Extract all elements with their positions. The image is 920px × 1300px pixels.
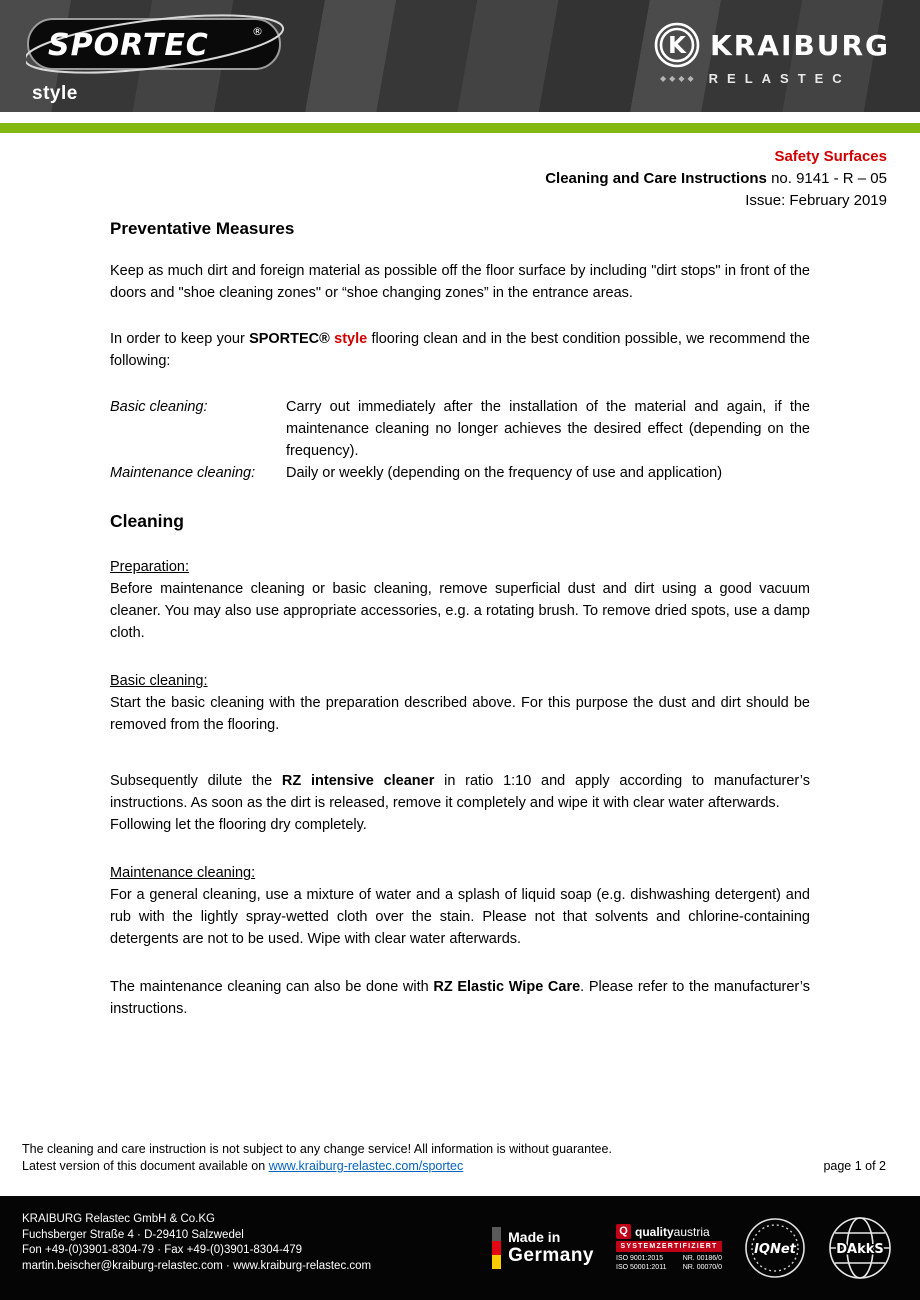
text-run: In order to keep your [110, 331, 250, 347]
sportec-wordmark: SPORTEC [48, 28, 209, 63]
german-flag-icon [492, 1227, 501, 1269]
made-in-germany-text: Made in Germany [508, 1229, 594, 1266]
section-text: Before maintenance cleaning or basic cleaning, remove superficial dust and dirt using a good vacuum cleaner. You may also use appropriate accessories, e.g. a rotating brush. To remove dried spots, use a damp cloth. [110, 581, 810, 641]
product-run: RZ intensive cleaner [281, 773, 435, 789]
title-number: no. 9141 - R – 05 [766, 170, 887, 187]
text-run: Latest version of this document available on [22, 1159, 269, 1173]
address-line: Fon +49-(0)3901-8304-79 · Fax +49-(0)3901-8304-479 [22, 1244, 303, 1256]
quality-austria-q-icon: Q [616, 1224, 631, 1239]
paragraph [110, 770, 810, 814]
svg-text:IQNet: IQNet [754, 1242, 796, 1257]
paragraph: Following let the flooring dry completely. [110, 817, 367, 833]
paragraph-rz-elastic [110, 976, 810, 1020]
definition-text: Carry out immediately after the installation of the material and again, if the maintenance cleaning no longer achieves the desired effect (depending on the frequency). [286, 399, 810, 459]
section-text: Start the basic cleaning with the preparation described above. For this purpose the dust and dirt should be removed from the flooring. [110, 695, 810, 733]
quality-austria-logo: Q qualityaustria SYSTEMZERTIFIZIERT ISO 9001:2015 NR. 00186/0 ISO 50001:2011 NR. 00070/0 [616, 1224, 722, 1271]
dakks-logo [828, 1216, 892, 1280]
certification-logos [492, 1216, 892, 1280]
definition-text: Daily or weekly (depending on the frequency of use and application) [286, 465, 723, 481]
diamonds-icon: ◆◆◆◆ [660, 74, 697, 83]
accent-divider [0, 123, 920, 133]
iqnet-logo [744, 1217, 806, 1279]
text-run: in ratio 1:10 and apply according to manufacturer’s instructions. As soon as the dirt is released, remove it completely and wipe it with clear water afterwards. [110, 773, 810, 811]
section-maintenance-cleaning [110, 862, 810, 950]
document-body [110, 218, 810, 1044]
relastec-wordmark: RELASTEC [708, 71, 851, 86]
section-preparation [110, 556, 810, 644]
brand-run: SPORTEC® [249, 331, 335, 347]
address-line: martin.beischer@kraiburg-relastec.com · www.kraiburg-relastec.com [22, 1259, 372, 1272]
svg-text:DAkkS: DAkkS [836, 1242, 884, 1257]
category-label: Safety Surfaces [774, 148, 887, 165]
section-title: Maintenance cleaning: [110, 865, 256, 881]
issue-date: Issue: February 2019 [745, 192, 887, 209]
document-meta [545, 146, 887, 212]
text-run: Subsequently dilute the [110, 773, 282, 789]
heading-cleaning: Cleaning [110, 511, 184, 531]
registered-mark: ® [252, 25, 263, 38]
section-basic-cleaning [110, 670, 810, 736]
section-text: For a general cleaning, use a mixture of water and a splash of liquid soap (e.g. dishwashing detergent) and rub with the lightly spray-wetted cloth over the stain. Please not that solvents and chlorine-containing detergents are not to be used. Wipe with clear water afterwards. [110, 887, 810, 947]
paragraph-dirt-stops: Keep as much dirt and foreign material as possible off the floor surface by including "dirt stops" in front of the doors and "shoe cleaning zones" or “shoe changing zones” in the entrance areas. [110, 263, 810, 301]
section-title: Preparation: [110, 559, 189, 575]
made-in-germany-logo [492, 1227, 594, 1269]
style-run: style [334, 331, 368, 347]
bottom-bar [0, 1196, 920, 1300]
definition-basic-cleaning [110, 396, 810, 462]
paragraph-rz-intensive [110, 770, 810, 836]
address-line: KRAIBURG Relastec GmbH & Co.KG [22, 1213, 215, 1225]
document-title [545, 168, 887, 190]
heading-preventative-measures: Preventative Measures [110, 219, 295, 238]
product-run: RZ Elastic Wipe Care [433, 979, 581, 995]
definition-maintenance-cleaning [110, 462, 810, 484]
section-title: Basic cleaning: [110, 673, 208, 689]
paragraph-recommendation [110, 328, 810, 372]
style-label: style [32, 83, 78, 104]
text-run: . Please refer to the manufacturer’s instructions. [110, 979, 811, 1017]
definition-label: Basic cleaning: [110, 399, 208, 415]
kraiburg-row [654, 22, 890, 68]
address-line: Fuchsberger Straße 4 · D-29410 Salzwedel [22, 1228, 244, 1241]
text-run: The maintenance cleaning can also be done with [110, 979, 434, 995]
svg-text:K: K [668, 33, 686, 59]
header-banner [0, 0, 920, 112]
kraiburg-k-icon [654, 22, 700, 68]
latest-version-line [22, 1158, 886, 1175]
sportec-logo [26, 12, 288, 81]
disclaimer-line: The cleaning and care instruction is not subject to any change service! All information is without guarantee. [22, 1142, 612, 1156]
page-number: page 1 of 2 [823, 1159, 886, 1173]
kraiburg-wordmark: KRAIBURG [710, 28, 890, 62]
systemzertifiziert-banner: SYSTEMZERTIFIZIERT [616, 1241, 722, 1252]
title-bold: Cleaning and Care Instructions [545, 170, 767, 187]
relastec-row [654, 71, 890, 86]
text-run: flooring clean and in the best condition possible, we recommend the following: [110, 331, 810, 369]
definition-label: Maintenance cleaning: [110, 465, 256, 481]
sportec-link[interactable]: www.kraiburg-relastec.com/sportec [268, 1159, 464, 1173]
company-address [22, 1212, 371, 1274]
footnote [22, 1141, 886, 1175]
kraiburg-relastec-logo [654, 22, 890, 86]
